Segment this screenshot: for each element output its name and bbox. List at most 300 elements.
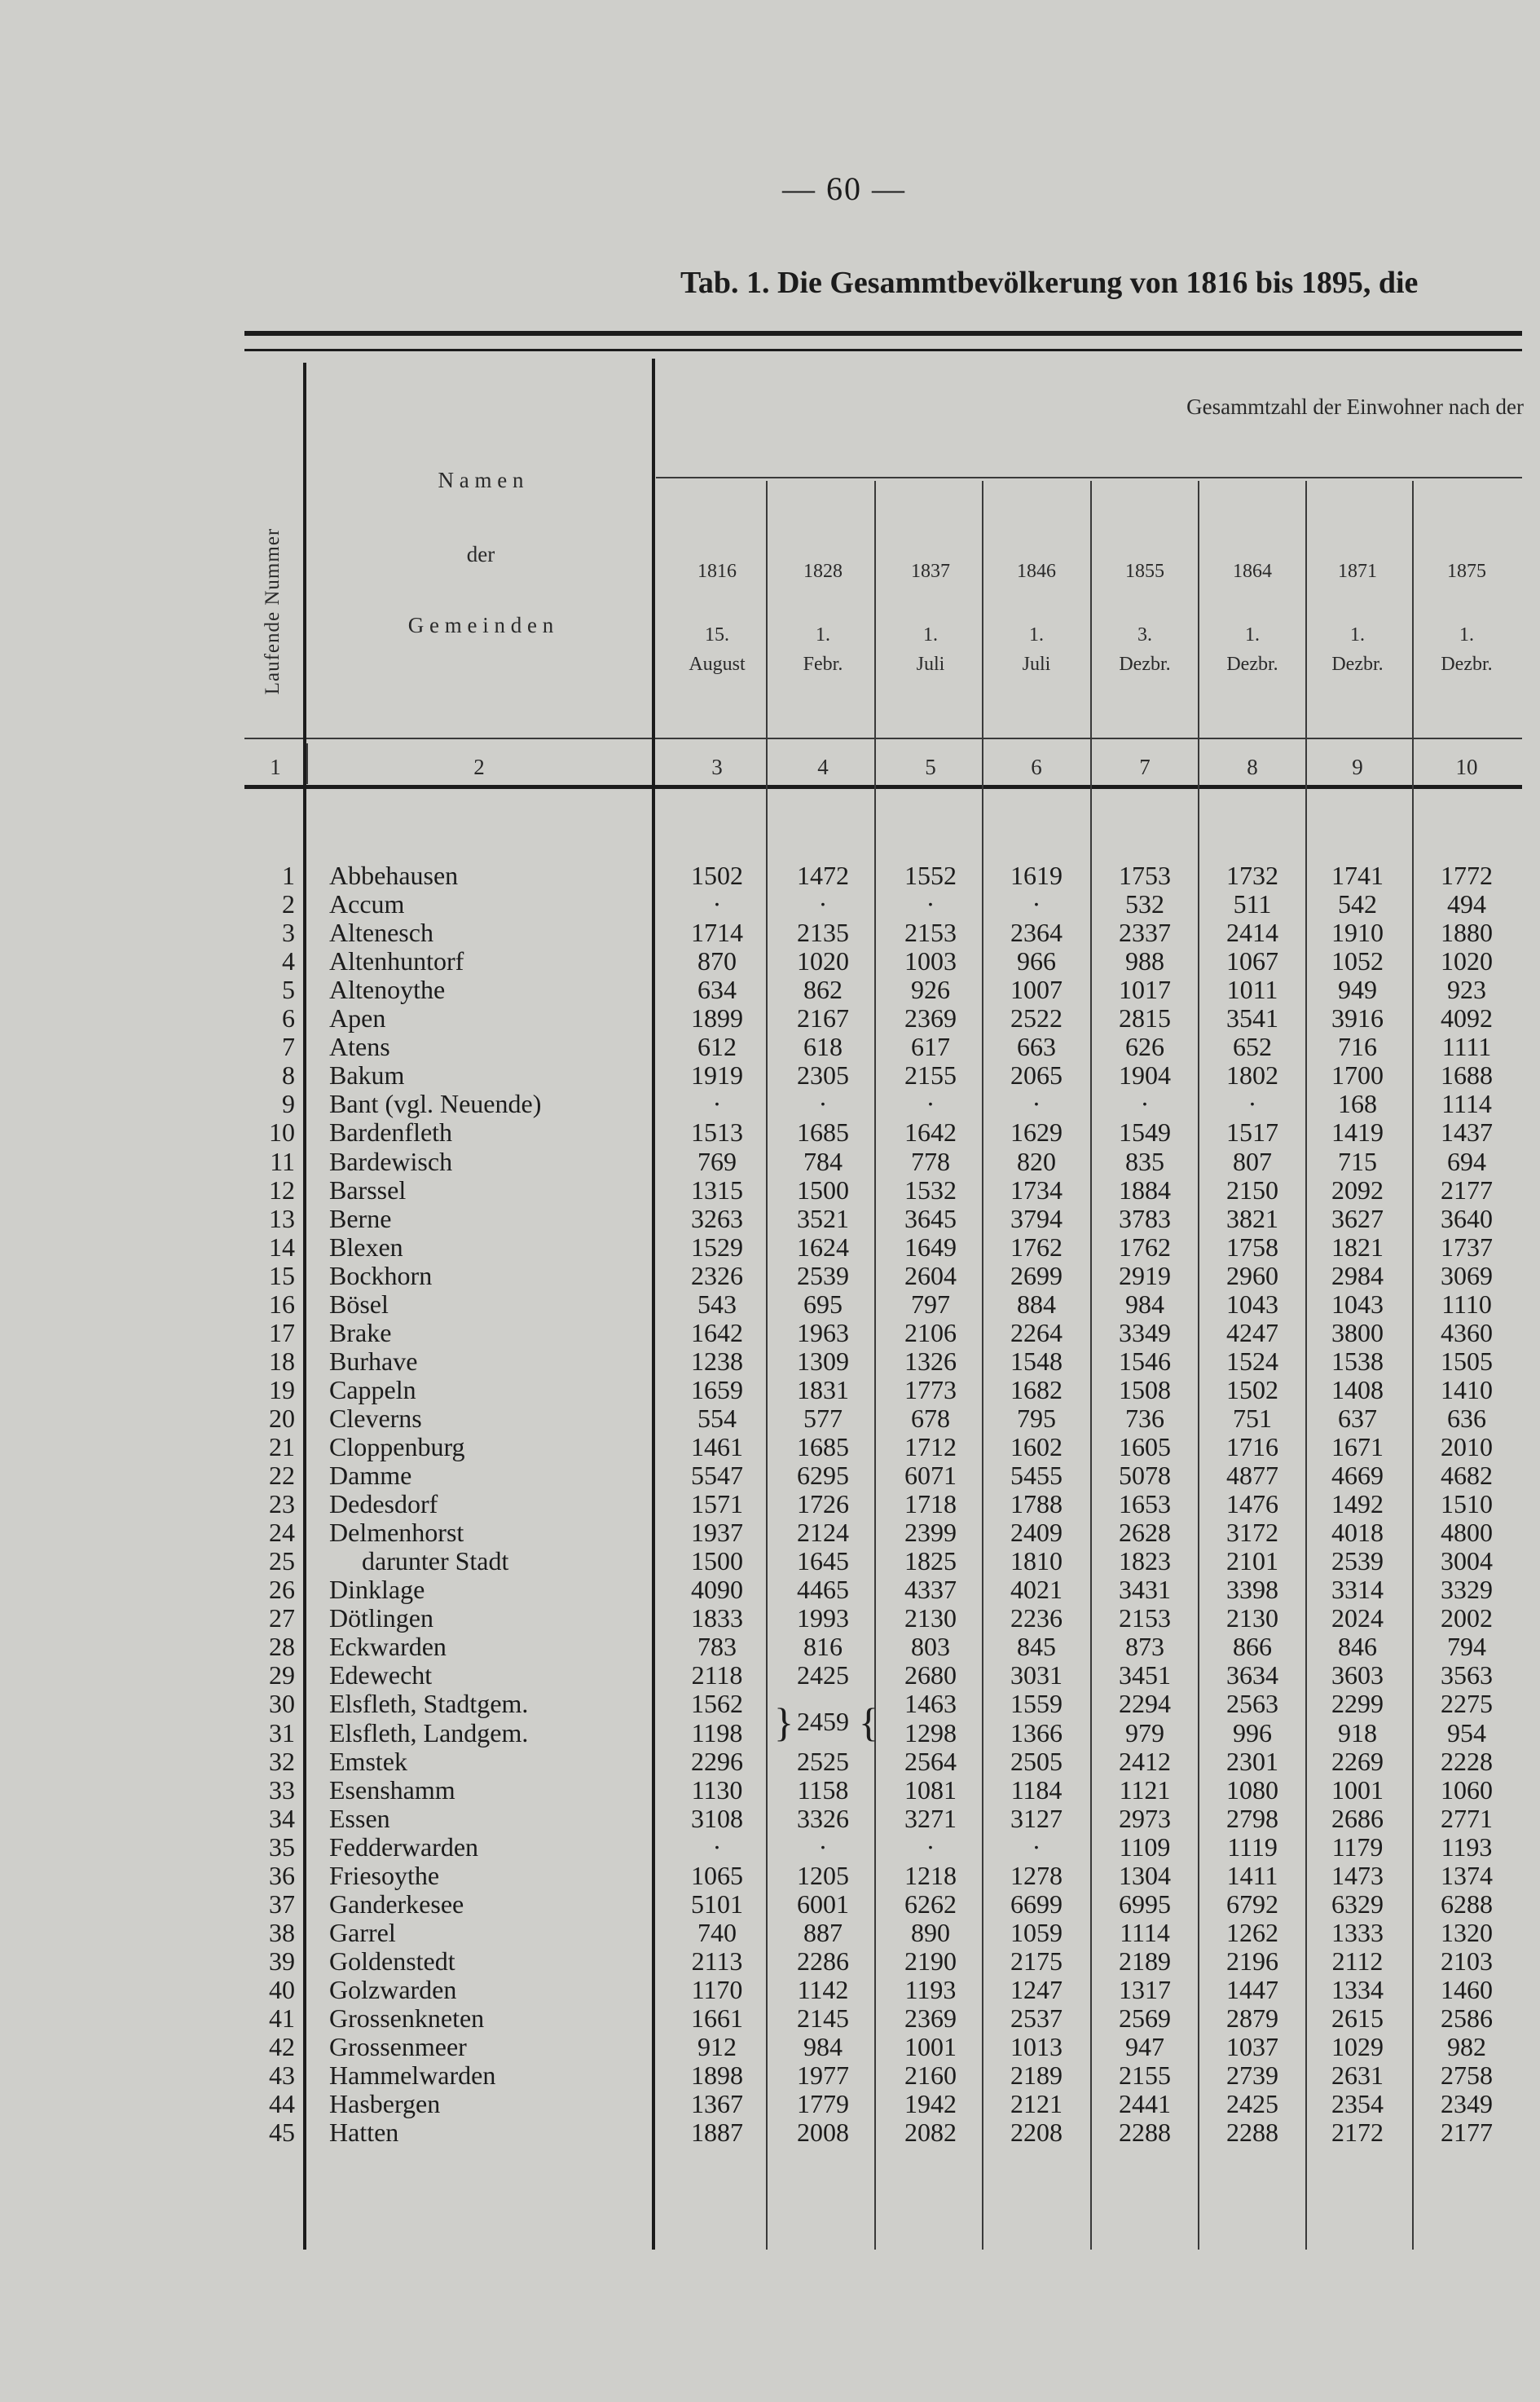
- population-cell: 2539: [797, 1260, 849, 1290]
- row-number: 39: [269, 1946, 295, 1976]
- population-cell: 4247: [1226, 1317, 1278, 1347]
- population-cell: 4669: [1331, 1461, 1384, 1491]
- table-caption: Tab. 1. Die Gesammtbevölkerung von 1816 bis 1895, die: [680, 266, 1419, 300]
- population-cell: 3398: [1226, 1575, 1278, 1605]
- population-cell: 577: [803, 1403, 843, 1433]
- population-cell: 1513: [691, 1117, 743, 1148]
- population-cell: 1880: [1441, 918, 1493, 948]
- population-cell: 797: [911, 1289, 950, 1319]
- population-cell: 1333: [1331, 1917, 1384, 1947]
- date-label: 1.: [923, 624, 938, 646]
- population-cell: 1037: [1226, 2032, 1278, 2062]
- row-number: 9: [282, 1089, 295, 1119]
- month-label: Juli: [916, 654, 945, 675]
- municipality-name: Apen: [329, 1003, 386, 1034]
- table-row: [0, 2033, 1540, 2061]
- population-cell: 634: [697, 975, 737, 1005]
- population-cell: 1825: [904, 1546, 957, 1576]
- population-cell: 1977: [797, 2060, 849, 2091]
- municipality-name: Elsfleth, Stadtgem.: [329, 1689, 529, 1719]
- population-cell: 2177: [1441, 2118, 1493, 2148]
- municipality-name: Barssel: [329, 1175, 407, 1205]
- population-cell: 652: [1233, 1032, 1272, 1062]
- population-cell: 3172: [1226, 1518, 1278, 1548]
- table-row: [0, 1576, 1540, 1604]
- table-row: [0, 1947, 1540, 1976]
- population-cell: 6995: [1119, 1889, 1171, 1919]
- table-row: [0, 1748, 1540, 1776]
- table-row: [0, 1890, 1540, 1919]
- population-cell: 1020: [1441, 946, 1493, 976]
- population-cell: 636: [1447, 1403, 1486, 1433]
- population-cell: 2286: [797, 1946, 849, 1976]
- row-number: 30: [269, 1689, 295, 1719]
- population-cell: 543: [697, 1289, 737, 1319]
- municipality-name: Elsfleth, Landgem.: [329, 1717, 529, 1748]
- row-number: 5: [282, 975, 295, 1005]
- population-cell: 3004: [1441, 1546, 1493, 1576]
- population-cell: 1309: [797, 1346, 849, 1376]
- municipality-name: Eckwarden: [329, 1632, 447, 1662]
- population-cell: 2337: [1119, 918, 1171, 948]
- population-cell: 2369: [904, 1003, 957, 1034]
- row-number: 8: [282, 1060, 295, 1091]
- row-number: 12: [269, 1175, 295, 1205]
- population-cell: 982: [1447, 2032, 1486, 2062]
- population-cell: 1052: [1331, 946, 1384, 976]
- population-cell: 2563: [1226, 1689, 1278, 1719]
- population-cell: 2008: [797, 2118, 849, 2148]
- population-cell: 1538: [1331, 1346, 1384, 1376]
- population-cell: 4018: [1331, 1518, 1384, 1548]
- population-cell: 803: [911, 1632, 950, 1662]
- population-cell: 2294: [1119, 1689, 1171, 1719]
- row-number: 36: [269, 1860, 295, 1890]
- population-cell: 1410: [1441, 1374, 1493, 1404]
- population-cell: ·: [1247, 1089, 1257, 1119]
- population-cell: 1517: [1226, 1117, 1278, 1148]
- population-cell: 926: [911, 975, 950, 1005]
- population-cell: 678: [911, 1403, 950, 1433]
- population-cell: 1374: [1441, 1860, 1493, 1890]
- population-cell: 1549: [1119, 1117, 1171, 1148]
- population-cell: 2686: [1331, 1803, 1384, 1833]
- population-cell: 716: [1338, 1032, 1377, 1062]
- municipality-name: darunter Stadt: [362, 1546, 509, 1576]
- population-cell: 612: [697, 1032, 737, 1062]
- population-cell: 2135: [797, 918, 849, 948]
- population-cell: 1712: [904, 1432, 957, 1461]
- population-cell: 2409: [1010, 1518, 1063, 1548]
- population-cell: 988: [1125, 946, 1164, 976]
- population-cell: 5455: [1010, 1461, 1063, 1491]
- population-cell: 2305: [797, 1060, 849, 1091]
- population-cell: 984: [1125, 1289, 1164, 1319]
- population-cell: 2288: [1226, 2118, 1278, 2148]
- municipality-name: Altenoythe: [329, 975, 446, 1005]
- population-cell: 3069: [1441, 1260, 1493, 1290]
- population-cell: 820: [1017, 1146, 1056, 1176]
- date-label: 1.: [816, 624, 830, 646]
- municipality-name: Emstek: [329, 1746, 407, 1776]
- date-label: 15.: [705, 624, 729, 646]
- population-cell: 5078: [1119, 1461, 1171, 1491]
- table-row: [0, 890, 1540, 919]
- population-cell: 1060: [1441, 1774, 1493, 1805]
- table-row: [0, 1862, 1540, 1890]
- population-cell: 1524: [1226, 1346, 1278, 1376]
- population-cell: 4800: [1441, 1518, 1493, 1548]
- population-cell: 1505: [1441, 1346, 1493, 1376]
- population-cell: 1510: [1441, 1489, 1493, 1519]
- population-cell: 2525: [797, 1746, 849, 1776]
- population-cell: 4092: [1441, 1003, 1493, 1034]
- population-cell: 1119: [1227, 1831, 1278, 1862]
- table-row: [0, 1376, 1540, 1404]
- population-cell: 1700: [1331, 1060, 1384, 1091]
- population-cell: 751: [1233, 1403, 1272, 1433]
- population-cell: 618: [803, 1032, 843, 1062]
- population-cell: 949: [1338, 975, 1377, 1005]
- row-number: 4: [282, 946, 295, 976]
- population-cell: 2349: [1441, 2089, 1493, 2119]
- row-number: 33: [269, 1774, 295, 1805]
- population-cell: 1043: [1331, 1289, 1384, 1319]
- population-cell: 1605: [1119, 1432, 1171, 1461]
- row-number: 16: [269, 1289, 295, 1319]
- population-cell: 1884: [1119, 1175, 1171, 1205]
- population-cell: 2121: [1010, 2089, 1063, 2119]
- population-cell: 3451: [1119, 1660, 1171, 1690]
- population-cell: 1447: [1226, 1974, 1278, 2004]
- row-number: 3: [282, 918, 295, 948]
- population-cell: 1649: [904, 1232, 957, 1262]
- population-cell: 1184: [1010, 1774, 1063, 1805]
- population-cell: 2118: [691, 1660, 743, 1690]
- population-cell: 1238: [691, 1346, 743, 1376]
- colnum-bottom-rule: [244, 785, 1522, 789]
- year-label: 1828: [803, 561, 843, 582]
- population-cell: 2522: [1010, 1003, 1063, 1034]
- population-cell: 1552: [904, 861, 957, 890]
- population-cell: 1158: [797, 1774, 849, 1805]
- month-label: Dezbr.: [1119, 654, 1171, 675]
- population-cell: 979: [1125, 1717, 1164, 1748]
- population-cell: 1602: [1010, 1432, 1063, 1461]
- population-cell: 1653: [1119, 1489, 1171, 1519]
- municipality-name: Garrel: [329, 1917, 396, 1947]
- population-cell: 1170: [691, 1974, 743, 2004]
- population-cell: 2150: [1226, 1175, 1278, 1205]
- row-number: 40: [269, 1974, 295, 2004]
- column-divider: [874, 481, 876, 2250]
- population-cell: 6295: [797, 1461, 849, 1491]
- population-cell: 1831: [797, 1374, 849, 1404]
- row-number: 7: [282, 1032, 295, 1062]
- table-row: [0, 1976, 1540, 2004]
- population-cell: 4682: [1441, 1461, 1493, 1491]
- row-number: 20: [269, 1403, 295, 1433]
- column-divider: [982, 481, 983, 2250]
- row-number: 35: [269, 1831, 295, 1862]
- month-label: Dezbr.: [1441, 654, 1493, 675]
- population-cell: 4465: [797, 1575, 849, 1605]
- population-cell: 3108: [691, 1803, 743, 1833]
- population-cell: 1298: [904, 1717, 957, 1748]
- population-cell: 2798: [1226, 1803, 1278, 1833]
- row-number: 11: [270, 1146, 295, 1176]
- population-cell: 2113: [691, 1946, 743, 1976]
- population-cell: 1304: [1119, 1860, 1171, 1890]
- population-cell: ·: [926, 1089, 935, 1119]
- date-label: 1.: [1245, 624, 1260, 646]
- municipality-name: Abbehausen: [329, 861, 459, 890]
- population-cell: 2177: [1441, 1175, 1493, 1205]
- population-cell: 2879: [1226, 2003, 1278, 2033]
- year-label: 1871: [1338, 561, 1377, 582]
- population-cell: 1020: [797, 946, 849, 976]
- population-cell: 846: [1338, 1632, 1377, 1662]
- population-cell: ·: [818, 1089, 828, 1119]
- population-cell: 2010: [1441, 1432, 1493, 1461]
- table-row: [0, 1805, 1540, 1833]
- row-number: 32: [269, 1746, 295, 1776]
- population-cell: 1247: [1010, 1974, 1063, 2004]
- population-cell: 2236: [1010, 1603, 1063, 1633]
- column-number: 5: [925, 755, 936, 779]
- population-cell: 1993: [797, 1603, 849, 1633]
- population-cell: 1645: [797, 1546, 849, 1576]
- population-cell: 2172: [1331, 2118, 1384, 2148]
- table-row: [0, 2090, 1540, 2118]
- population-cell: 4877: [1226, 1461, 1278, 1491]
- municipality-name: Altenhuntorf: [329, 946, 464, 976]
- population-cell: 6792: [1226, 1889, 1278, 1919]
- population-cell: 1758: [1226, 1232, 1278, 1262]
- population-cell: ·: [1032, 1089, 1041, 1119]
- population-cell: 1642: [691, 1317, 743, 1347]
- municipality-name: Cloppenburg: [329, 1432, 465, 1461]
- population-cell: 1942: [904, 2089, 957, 2119]
- column-number: 6: [1031, 755, 1042, 779]
- population-cell: 1887: [691, 2118, 743, 2148]
- population-cell: 6329: [1331, 1889, 1384, 1919]
- population-cell: 1419: [1331, 1117, 1384, 1148]
- population-cell: 3563: [1441, 1660, 1493, 1690]
- table-row: [0, 1518, 1540, 1547]
- population-cell: 694: [1447, 1146, 1486, 1176]
- population-cell: 887: [803, 1917, 843, 1947]
- population-cell: 845: [1017, 1632, 1056, 1662]
- population-cell: 740: [697, 1917, 737, 1947]
- population-cell: 2145: [797, 2003, 849, 2033]
- population-cell: 3271: [904, 1803, 957, 1833]
- row-number: 34: [269, 1803, 295, 1833]
- population-cell: 923: [1447, 975, 1486, 1005]
- population-cell: 1619: [1010, 861, 1063, 890]
- row-number: 45: [269, 2118, 295, 2148]
- population-cell: 2537: [1010, 2003, 1063, 2033]
- population-cell: 1367: [691, 2089, 743, 2119]
- table-row: [0, 1233, 1540, 1262]
- population-cell: 2771: [1441, 1803, 1493, 1833]
- column-divider: [1305, 481, 1307, 2250]
- population-cell: 1111: [1441, 1032, 1492, 1062]
- population-cell: 3521: [797, 1203, 849, 1233]
- row-number: 41: [269, 2003, 295, 2033]
- population-cell: 1205: [797, 1860, 849, 1890]
- population-cell: 2680: [904, 1660, 957, 1690]
- population-cell: 1007: [1010, 975, 1063, 1005]
- population-cell: 1142: [797, 1974, 849, 2004]
- population-cell: 2739: [1226, 2060, 1278, 2091]
- population-cell: 2190: [904, 1946, 957, 1976]
- municipality-name: Altenesch: [329, 918, 433, 948]
- column-number: 7: [1139, 755, 1151, 779]
- population-cell: 2130: [1226, 1603, 1278, 1633]
- municipality-name: Atens: [329, 1032, 390, 1062]
- population-cell: 1559: [1010, 1689, 1063, 1719]
- municipality-name: Bakum: [329, 1060, 405, 1091]
- municipality-name: Accum: [329, 889, 405, 919]
- population-cell: 2960: [1226, 1260, 1278, 1290]
- population-cell: 1502: [691, 861, 743, 890]
- population-cell: 6699: [1010, 1889, 1063, 1919]
- population-cell: 1500: [797, 1175, 849, 1205]
- population-cell: 4021: [1010, 1575, 1063, 1605]
- population-cell: 2228: [1441, 1746, 1493, 1776]
- year-label: 1875: [1447, 561, 1486, 582]
- population-cell: 168: [1338, 1089, 1377, 1119]
- nr-column-header: Laufende Nummer: [262, 527, 284, 695]
- population-cell: 6071: [904, 1461, 957, 1491]
- population-cell: 1688: [1441, 1060, 1493, 1091]
- population-cell: 736: [1125, 1403, 1164, 1433]
- population-cell: 2919: [1119, 1260, 1171, 1290]
- population-cell: 6262: [904, 1889, 957, 1919]
- population-cell: 5101: [691, 1889, 743, 1919]
- population-cell: 1317: [1119, 1974, 1171, 2004]
- brace-value: 2459: [797, 1707, 849, 1737]
- population-cell: 1810: [1010, 1546, 1063, 1576]
- population-cell: 1737: [1441, 1232, 1493, 1262]
- population-cell: 2175: [1010, 1946, 1063, 1976]
- population-cell: 2412: [1119, 1746, 1171, 1776]
- year-label: 1864: [1233, 561, 1272, 582]
- population-cell: 1726: [797, 1489, 849, 1519]
- name-header-line-3: G e m e i n d e n: [407, 613, 554, 637]
- population-cell: 1334: [1331, 1974, 1384, 2004]
- population-cell: 6001: [797, 1889, 849, 1919]
- population-cell: 1788: [1010, 1489, 1063, 1519]
- table-row: [0, 1205, 1540, 1233]
- population-cell: 1193: [904, 1974, 957, 2004]
- population-cell: 1017: [1119, 975, 1171, 1005]
- table-row: [0, 1148, 1540, 1176]
- population-cell: 1460: [1441, 1974, 1493, 2004]
- population-cell: 3821: [1226, 1203, 1278, 1233]
- population-cell: 5547: [691, 1461, 743, 1491]
- population-cell: 2269: [1331, 1746, 1384, 1776]
- population-cell: 1963: [797, 1317, 849, 1347]
- population-cell: 1067: [1226, 946, 1278, 976]
- population-cell: 2631: [1331, 2060, 1384, 2091]
- column-divider: [1412, 481, 1414, 2250]
- population-cell: 1659: [691, 1374, 743, 1404]
- population-cell: 2301: [1226, 1746, 1278, 1776]
- population-cell: 2604: [904, 1260, 957, 1290]
- population-cell: 3329: [1441, 1575, 1493, 1605]
- population-cell: 1821: [1331, 1232, 1384, 1262]
- row-number: 29: [269, 1660, 295, 1690]
- population-cell: 3263: [691, 1203, 743, 1233]
- population-cell: 2628: [1119, 1518, 1171, 1548]
- date-label: 1.: [1029, 624, 1044, 646]
- table-row: [0, 1347, 1540, 1376]
- population-cell: 2002: [1441, 1603, 1493, 1633]
- population-cell: 1121: [1119, 1774, 1171, 1805]
- population-cell: 1532: [904, 1175, 957, 1205]
- population-cell: 2505: [1010, 1746, 1063, 1776]
- population-cell: ·: [926, 889, 935, 919]
- population-cell: 984: [803, 2032, 843, 2062]
- group-rule: [656, 477, 1522, 478]
- population-cell: 1833: [691, 1603, 743, 1633]
- year-label: 1846: [1017, 561, 1056, 582]
- table-row: [0, 1833, 1540, 1862]
- population-cell: 1473: [1331, 1860, 1384, 1890]
- row-number: 37: [269, 1889, 295, 1919]
- population-cell: 554: [697, 1403, 737, 1433]
- population-cell: 1685: [797, 1432, 849, 1461]
- population-cell: 3031: [1010, 1660, 1063, 1690]
- population-cell: ·: [712, 889, 722, 919]
- population-cell: 912: [697, 2032, 737, 2062]
- population-cell: 3603: [1331, 1660, 1384, 1690]
- population-cell: 1001: [904, 2032, 957, 2062]
- row-number: 10: [269, 1117, 295, 1148]
- population-cell: 1408: [1331, 1374, 1384, 1404]
- municipality-name: Dötlingen: [329, 1603, 433, 1633]
- brace-right: {: [859, 1699, 878, 1746]
- table-row: [0, 2004, 1540, 2033]
- population-cell: 2441: [1119, 2089, 1171, 2119]
- population-cell: 1130: [691, 1774, 743, 1805]
- row-number: 22: [269, 1461, 295, 1491]
- column-number: 8: [1247, 755, 1258, 779]
- population-cell: ·: [926, 1831, 935, 1862]
- row-number: 42: [269, 2032, 295, 2062]
- table-row: [0, 1004, 1540, 1033]
- population-cell: 2815: [1119, 1003, 1171, 1034]
- month-label: August: [689, 654, 746, 675]
- population-cell: 1624: [797, 1232, 849, 1262]
- population-cell: 2425: [1226, 2089, 1278, 2119]
- population-cell: 2399: [904, 1518, 957, 1548]
- municipality-name: Blexen: [329, 1232, 403, 1262]
- population-cell: 996: [1233, 1717, 1272, 1748]
- population-cell: 1081: [904, 1774, 957, 1805]
- population-cell: 532: [1125, 889, 1164, 919]
- row-number: 2: [282, 889, 295, 919]
- table-row: [0, 1690, 1540, 1718]
- population-cell: 2569: [1119, 2003, 1171, 2033]
- population-cell: 1671: [1331, 1432, 1384, 1461]
- population-cell: 4360: [1441, 1317, 1493, 1347]
- population-cell: 1910: [1331, 918, 1384, 948]
- table-row: [0, 1604, 1540, 1633]
- population-cell: ·: [818, 1831, 828, 1862]
